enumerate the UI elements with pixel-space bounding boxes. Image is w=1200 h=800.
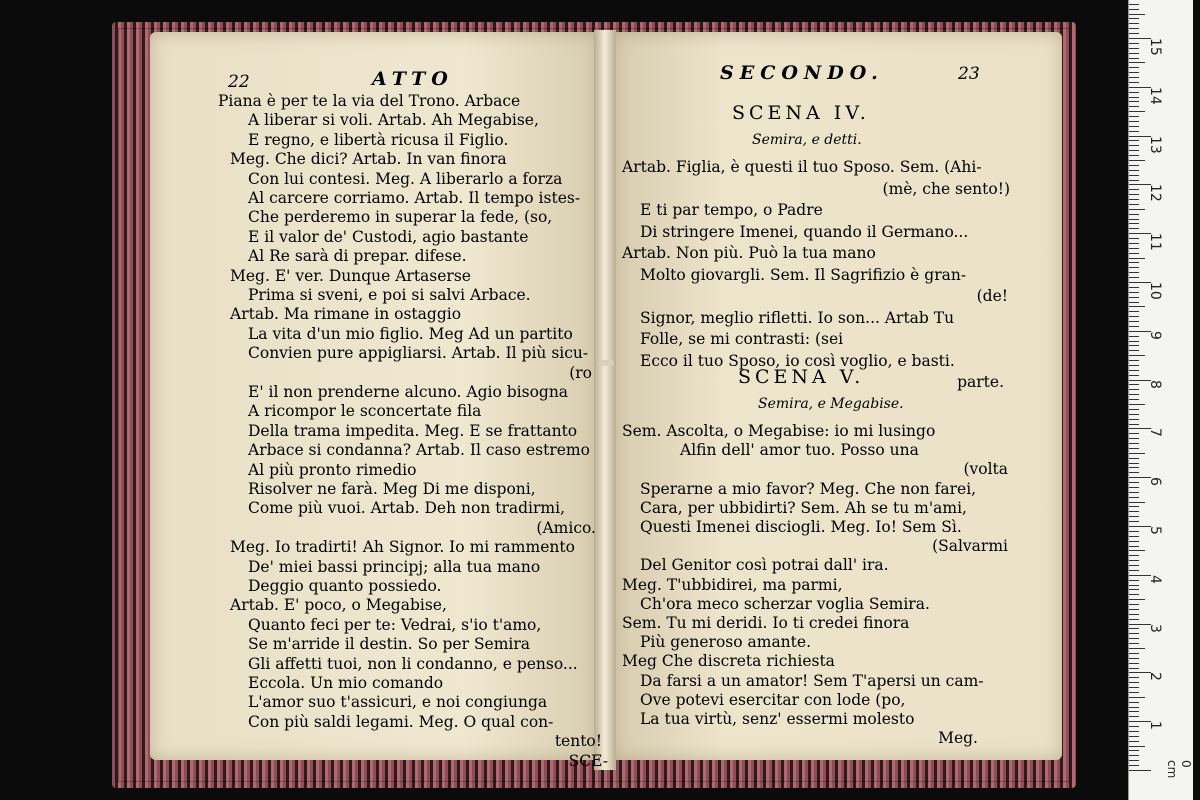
left-text-line: Deggio quanto possiedo. (248, 577, 442, 595)
ruler-tick (1129, 316, 1139, 317)
ruler-tick (1129, 53, 1139, 54)
scena-4-line: Artab. Non più. Può la tua mano (622, 244, 876, 262)
ruler-tick (1129, 663, 1139, 664)
left-text-line: Al Re sarà di prepar. difese. (248, 247, 467, 266)
ruler-tick (1129, 43, 1139, 44)
scena-5-line: Sperarne a mio favor? Meg. Che non farei, (640, 479, 977, 498)
ruler-tick (1129, 521, 1139, 522)
ruler-tick (1129, 511, 1139, 512)
left-text-line: A liberar si voli. Artab. Ah Megabise, (248, 111, 539, 130)
ruler-tick (1129, 194, 1139, 195)
scena-4-line: Artab. Figlia, è questi il tuo Sposo. Sem. (Ahi- (622, 158, 982, 176)
ruler-tick (1129, 697, 1145, 698)
left-text-line: Con più saldi legami. Meg. O qual con- (248, 712, 554, 731)
ruler-tick (1129, 106, 1139, 107)
ruler-tick (1129, 550, 1145, 551)
ruler-tick (1129, 370, 1139, 371)
ruler-tick (1129, 487, 1139, 488)
scena-5-line: Meg. T'ubbidirei, ma parmi, (622, 575, 843, 594)
ruler-tick (1129, 453, 1145, 454)
ruler-tick (1129, 682, 1139, 683)
ruler-tick (1129, 580, 1139, 581)
ruler-tick (1129, 560, 1139, 561)
ruler-number: 13 (1147, 135, 1163, 154)
ruler-tick (1129, 668, 1139, 669)
ruler-number: 6 (1147, 477, 1163, 487)
scena-5-line: Del Genitor così potrai dall' ira. (640, 556, 889, 575)
ruler-tick (1129, 677, 1139, 678)
ruler-tick (1129, 355, 1145, 356)
ruler-tick (1129, 609, 1139, 610)
ruler-tick (1129, 604, 1139, 605)
left-text-line: Risolver ne farà. Meg Di me disponi, (248, 480, 536, 498)
right-page-header: SECONDO. (720, 62, 884, 84)
ruler-tick (1129, 702, 1139, 703)
ruler-tick (1129, 4, 1139, 5)
ruler-tick (1129, 111, 1145, 112)
ruler-tick (1129, 384, 1139, 385)
ruler-tick (1129, 497, 1139, 498)
left-text-line: SCE- (568, 752, 608, 771)
scena-5-line: Alfin dell' amor tuo. Posso una (680, 441, 919, 460)
ruler-tick (1129, 160, 1145, 161)
left-text-line: Al più pronto rimedio (248, 460, 417, 479)
measurement-ruler (1128, 0, 1193, 800)
scena-5-line: Questi Imenei disciogli. Meg. Io! Sem Sì. (640, 518, 962, 536)
scena-5-line: Meg. (938, 729, 978, 748)
scena-4-line: Molto giovargli. Sem. Il Sagrifizio è gran- (640, 265, 967, 284)
left-text-line: Arbace si condanna? Artab. Il caso estremo (248, 441, 590, 460)
left-text-line: (ro (569, 363, 592, 382)
ruler-tick (1129, 262, 1139, 263)
ruler-tick (1129, 448, 1139, 449)
ruler-tick (1129, 23, 1139, 24)
scena-5-line: La tua virtù, senz' essermi molesto (640, 710, 915, 728)
scena-5-line: Ove potevi esercitar con lode (po, (640, 690, 906, 709)
left-text-line: Meg. Che dici? Artab. In van finora (230, 150, 507, 169)
ruler-number: 7 (1147, 428, 1163, 438)
ruler-tick (1129, 209, 1145, 210)
scena-4-title: SCENA IV. (732, 102, 870, 124)
ruler-tick (1129, 599, 1145, 600)
left-text-line: E regno, e libertà ricusa il Figlio. (248, 130, 509, 149)
ruler-tick (1129, 707, 1139, 708)
scena-4-line: parte. (957, 373, 1004, 391)
left-text-line: Piana è per te la via del Trono. Arbace (218, 92, 521, 110)
ruler-tick (1129, 155, 1139, 156)
ruler-tick (1129, 28, 1139, 29)
left-text-line: L'amor suo t'assicuri, e noi congiunga (248, 693, 548, 712)
left-text-line: Al carcere corriamo. Artab. Il tempo istes- (248, 189, 581, 207)
ruler-tick (1129, 258, 1145, 259)
ruler-tick (1129, 97, 1139, 98)
ruler-tick (1129, 360, 1139, 361)
ruler-tick (1129, 150, 1139, 151)
scena-5-line: Più generoso amante. (640, 633, 811, 652)
scena-4-cast: Semira, e detti. (752, 132, 862, 148)
ruler-tick (1129, 223, 1139, 224)
scena-4-line: (mè, che sento!) (882, 179, 1010, 198)
left-text-line: Con lui contesi. Meg. A liberarlo a forza (248, 169, 563, 188)
ruler-tick (1129, 516, 1139, 517)
ruler-tick (1129, 614, 1139, 615)
left-text-line: Meg. Io tradirti! Ah Signor. Io mi rammento (230, 538, 575, 557)
ruler-tick (1129, 267, 1139, 268)
ruler-tick (1129, 628, 1139, 629)
left-text-line: Meg. E' ver. Dunque Artaserse (230, 266, 471, 285)
ruler-tick (1129, 633, 1139, 634)
ruler-number: 9 (1147, 330, 1163, 340)
ruler-tick (1129, 750, 1139, 751)
ruler-tick (1129, 145, 1139, 146)
ruler-tick (1129, 394, 1139, 395)
ruler-number: 14 (1147, 86, 1163, 105)
scena-5-line: Da farsi a un amator! Sem T'apersi un cam- (640, 671, 984, 690)
ruler-tick (1129, 716, 1139, 717)
ruler-tick (1129, 9, 1139, 10)
ruler-tick (1129, 443, 1139, 444)
ruler-number: 15 (1147, 38, 1163, 56)
scena-5-line: Meg Che discreta richiesta (622, 652, 835, 671)
ruler-tick (1129, 482, 1139, 483)
ruler-tick (1129, 189, 1139, 190)
ruler-tick (1129, 467, 1139, 468)
right-page-number: 23 (958, 64, 980, 84)
ruler-tick (1129, 292, 1139, 293)
scena-5-line: (volta (963, 460, 1008, 479)
scena-5-line: Sem. Ascolta, o Megabise: io mi lusingo (622, 422, 936, 440)
ruler-tick (1129, 770, 1151, 771)
ruler-tick (1129, 570, 1139, 571)
left-text-line: La vita d'un mio figlio. Meg Ad un partito (248, 324, 573, 343)
left-text-line: Gli affetti tuoi, non li condanno, e penso... (248, 654, 578, 673)
left-text-line: E' il non prenderne alcuno. Agio bisogna (248, 383, 569, 401)
ruler-tick (1129, 414, 1139, 415)
ruler-tick (1129, 326, 1139, 327)
left-text-line: (Amico. (536, 518, 596, 537)
ruler-tick (1129, 424, 1139, 425)
ruler-tick (1129, 463, 1139, 464)
ruler-tick (1129, 438, 1139, 439)
ruler-tick (1129, 419, 1139, 420)
ruler-tick (1129, 658, 1139, 659)
ruler-tick (1129, 131, 1139, 132)
ruler-tick (1129, 765, 1139, 766)
ruler-tick (1129, 33, 1139, 34)
ruler-tick (1129, 589, 1139, 590)
ruler-tick (1129, 165, 1139, 166)
left-text-line: Artab. E' poco, o Megabise, (230, 596, 447, 615)
ruler-tick (1129, 755, 1139, 756)
ruler-tick (1129, 287, 1139, 288)
scena-5-line: Cara, per ubbidirti? Sem. Ah se tu m'ami, (640, 498, 967, 517)
scena-4-line: Di stringere Imenei, quando il Germano... (640, 222, 969, 241)
ruler-tick (1129, 409, 1139, 410)
ruler-tick (1129, 48, 1139, 49)
ruler-tick (1129, 555, 1139, 556)
ruler-tick (1129, 565, 1139, 566)
ruler-tick (1129, 199, 1139, 200)
ruler-tick (1129, 175, 1139, 176)
ruler-tick (1129, 458, 1139, 459)
ruler-tick (1129, 389, 1139, 390)
ruler-tick (1129, 311, 1139, 312)
ruler-tick (1129, 248, 1139, 249)
ruler-tick (1129, 341, 1139, 342)
ruler-tick (1129, 336, 1139, 337)
left-text-line: Se m'arride il destin. So per Semira (248, 635, 531, 654)
ruler-tick (1129, 302, 1139, 303)
ruler-tick (1129, 214, 1139, 215)
ruler-tick (1129, 253, 1139, 254)
ruler-tick (1129, 14, 1145, 15)
ruler-tick (1129, 170, 1139, 171)
ruler-number: 5 (1147, 526, 1163, 535)
ruler-tick (1129, 321, 1139, 322)
ruler-tick (1129, 365, 1139, 366)
ruler-number: 10 (1147, 282, 1163, 300)
left-page-number: 22 (228, 72, 250, 92)
ruler-tick (1129, 77, 1139, 78)
ruler-tick (1129, 541, 1139, 542)
ruler-tick (1129, 82, 1139, 83)
ruler-tick (1129, 502, 1145, 503)
left-text-line: Prima si sveni, e poi si salvi Arbace. (248, 286, 531, 304)
ruler-tick (1129, 760, 1139, 761)
left-text-line: Quanto feci per te: Vedrai, s'io t'amo, (248, 615, 542, 634)
ruler-number: 2 (1147, 672, 1163, 682)
ruler-tick (1129, 345, 1139, 346)
scena-5-line: (Salvarmi (932, 537, 1008, 556)
ruler-tick (1129, 643, 1139, 644)
ruler-tick (1129, 506, 1139, 507)
ruler-tick (1129, 433, 1139, 434)
ruler-tick (1129, 58, 1139, 59)
ruler-tick (1129, 531, 1139, 532)
ruler-tick (1129, 731, 1139, 732)
ruler-tick (1129, 536, 1139, 537)
ruler-unit-label: 0 cm (1165, 760, 1193, 779)
scena-4-line: (de! (976, 287, 1008, 305)
scena-4-line: Ecco il tuo Sposo, io così voglio, e basti. (640, 351, 955, 370)
ruler-tick (1129, 653, 1139, 654)
ruler-tick (1129, 472, 1139, 473)
ruler-number: 8 (1147, 379, 1163, 389)
ruler-tick (1129, 350, 1139, 351)
ruler-tick (1129, 585, 1139, 586)
ruler-tick (1129, 692, 1139, 693)
ruler-tick (1129, 18, 1139, 19)
ruler-tick (1129, 72, 1139, 73)
ruler-tick (1129, 546, 1139, 547)
ruler-tick (1129, 243, 1139, 244)
ruler-tick (1129, 238, 1139, 239)
scena-5-cast: Semira, e Megabise. (758, 396, 904, 412)
ruler-tick (1129, 92, 1139, 93)
ruler-tick (1129, 121, 1139, 122)
left-text-line: Della trama impedita. Meg. E se frattanto (248, 421, 578, 440)
ruler-tick (1129, 711, 1139, 712)
ruler-number: 4 (1147, 574, 1163, 584)
scena-5-line: Sem. Tu mi deridi. Io ti credei finora (622, 614, 910, 632)
ruler-tick (1129, 228, 1139, 229)
left-text-line: A ricompor le sconcertate fila (248, 402, 482, 421)
binding-thread (598, 360, 614, 366)
ruler-tick (1129, 399, 1139, 400)
left-text-line: E il valor de' Custodi, agio bastante (248, 227, 529, 246)
left-text-line: De' miei bassi principj; alla tua mano (248, 557, 541, 576)
scena-4-line: Signor, meglio rifletti. Io son... Artab Tu (640, 308, 955, 327)
ruler-number: 12 (1147, 184, 1163, 203)
ruler-tick (1129, 638, 1139, 639)
left-page-header: ATTO (372, 68, 454, 90)
ruler-tick (1129, 140, 1139, 141)
scena-5-title: SCENA V. (738, 366, 865, 388)
ruler-tick (1129, 492, 1139, 493)
ruler-tick (1129, 726, 1139, 727)
ruler-tick (1129, 619, 1139, 620)
left-text-line: Che perderemo in superar la fede, (so, (248, 208, 553, 227)
ruler-tick (1129, 375, 1139, 376)
ruler-number: 3 (1147, 623, 1163, 633)
ruler-tick (1129, 62, 1145, 63)
ruler-tick (1129, 741, 1139, 742)
ruler-tick (1129, 126, 1139, 127)
ruler-tick (1129, 404, 1145, 405)
left-text-line: Come più vuoi. Artab. Deh non tradirmi, (248, 499, 565, 518)
left-text-line: Eccola. Un mio comando (248, 674, 444, 692)
scena-4-line: E ti par tempo, o Padre (640, 201, 823, 219)
ruler-number: 11 (1147, 233, 1163, 252)
ruler-tick (1129, 746, 1145, 747)
left-text-line: tento! (554, 732, 602, 751)
left-text-line: Artab. Ma rimane in ostaggio (230, 305, 462, 324)
ruler-tick (1129, 272, 1139, 273)
scena-4-line: Folle, se mi contrasti: (sei (640, 330, 844, 348)
ruler-tick (1129, 736, 1139, 737)
ruler-tick (1129, 204, 1139, 205)
ruler-tick (1129, 277, 1139, 278)
book-gutter (594, 30, 616, 770)
ruler-tick (1129, 67, 1139, 68)
ruler-tick (1129, 180, 1139, 181)
ruler-tick (1129, 297, 1139, 298)
ruler-tick (1129, 219, 1139, 220)
ruler-tick (1129, 306, 1145, 307)
ruler-tick (1129, 648, 1145, 649)
left-text-line: Convien pure appigliarsi. Artab. Il più sicu- (248, 344, 589, 363)
ruler-tick (1129, 594, 1139, 595)
ruler-number: 1 (1147, 721, 1163, 731)
scena-5-line: Ch'ora meco scherzar voglia Semira. (640, 594, 930, 613)
ruler-tick (1129, 101, 1139, 102)
ruler-tick (1129, 116, 1139, 117)
ruler-tick (1129, 687, 1139, 688)
